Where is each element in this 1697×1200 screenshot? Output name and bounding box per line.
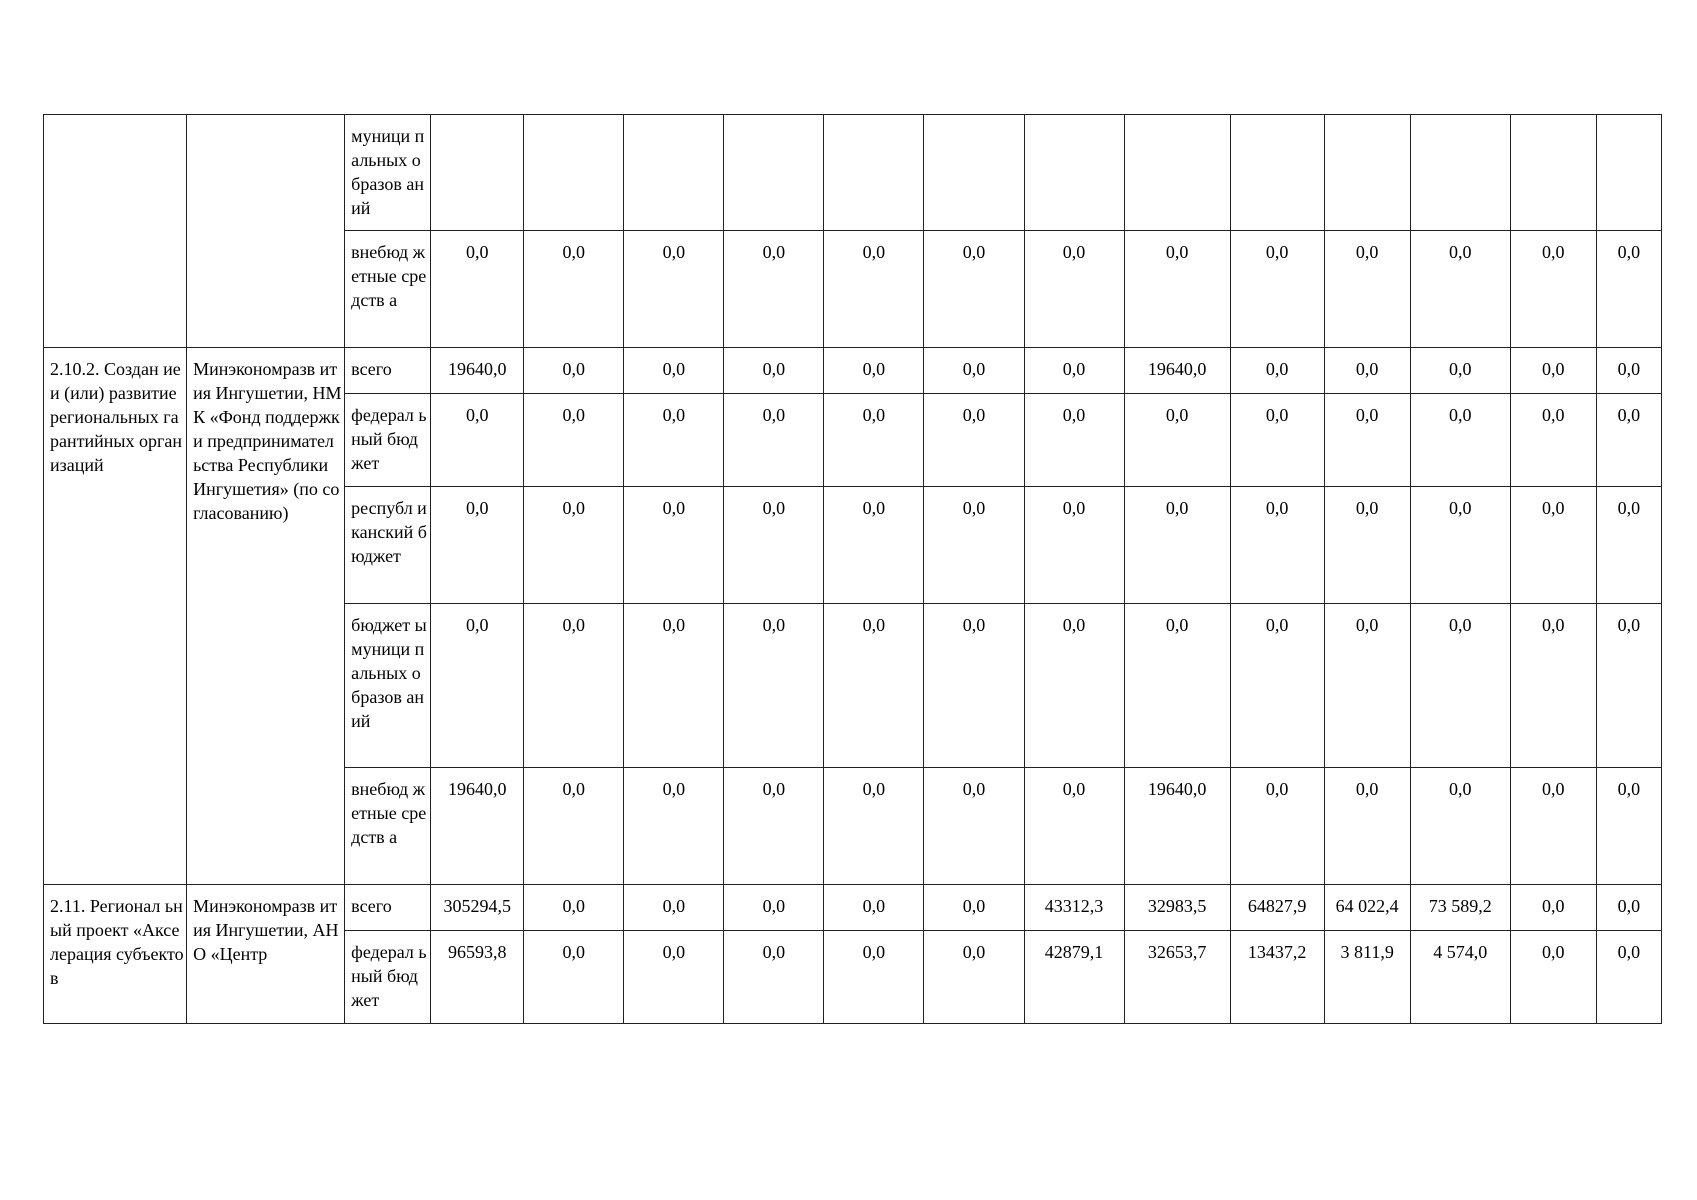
amount-cell: 0,0 (1230, 394, 1324, 487)
amount-cell: 0,0 (1596, 348, 1661, 394)
amount-cell: 0,0 (1024, 394, 1124, 487)
amount-cell: 0,0 (1510, 231, 1596, 348)
funding-source-cell: муници пальных образов аний (345, 115, 431, 231)
amount-cell: 19640,0 (1124, 348, 1230, 394)
activity-name-cell (44, 115, 187, 348)
amount-cell: 4 574,0 (1410, 931, 1510, 1024)
executor-cell: Минэкономразв ития Ингушетии, АНО «Центр (187, 885, 345, 1024)
amount-cell (1124, 115, 1230, 231)
amount-cell: 0,0 (1410, 348, 1510, 394)
amount-cell (724, 115, 824, 231)
amount-cell: 0,0 (624, 394, 724, 487)
amount-cell: 64 022,4 (1324, 885, 1410, 931)
amount-cell: 0,0 (924, 348, 1024, 394)
amount-cell: 0,0 (924, 231, 1024, 348)
amount-cell (824, 115, 924, 231)
amount-cell: 0,0 (431, 487, 524, 604)
amount-cell: 0,0 (824, 931, 924, 1024)
amount-cell: 0,0 (1324, 394, 1410, 487)
amount-cell: 0,0 (1410, 487, 1510, 604)
amount-cell: 0,0 (1024, 231, 1124, 348)
amount-cell: 42879,1 (1024, 931, 1124, 1024)
amount-cell: 0,0 (724, 768, 824, 885)
amount-cell: 0,0 (1510, 768, 1596, 885)
amount-cell: 0,0 (1596, 487, 1661, 604)
amount-cell: 0,0 (1230, 348, 1324, 394)
amount-cell: 0,0 (431, 231, 524, 348)
amount-cell: 19640,0 (431, 348, 524, 394)
activity-name-cell: 2.10.2. Создан ие и (или) развитие региональных гарантийных организаций (44, 348, 187, 885)
amount-cell: 0,0 (724, 931, 824, 1024)
amount-cell: 0,0 (824, 348, 924, 394)
amount-cell: 0,0 (1324, 604, 1410, 768)
amount-cell (624, 115, 724, 231)
amount-cell: 0,0 (524, 348, 624, 394)
amount-cell (1230, 115, 1324, 231)
amount-cell: 0,0 (524, 885, 624, 931)
amount-cell: 0,0 (624, 487, 724, 604)
amount-cell: 0,0 (824, 487, 924, 604)
amount-cell: 0,0 (1124, 231, 1230, 348)
executor-cell (187, 115, 345, 348)
amount-cell: 0,0 (1410, 768, 1510, 885)
amount-cell (1024, 115, 1124, 231)
amount-cell: 0,0 (1230, 231, 1324, 348)
amount-cell (1410, 115, 1510, 231)
amount-cell: 32983,5 (1124, 885, 1230, 931)
amount-cell: 0,0 (1124, 487, 1230, 604)
amount-cell: 0,0 (1596, 231, 1661, 348)
amount-cell: 0,0 (624, 885, 724, 931)
amount-cell: 0,0 (1230, 487, 1324, 604)
amount-cell: 0,0 (724, 487, 824, 604)
amount-cell: 0,0 (1510, 348, 1596, 394)
amount-cell: 0,0 (724, 231, 824, 348)
amount-cell (1596, 115, 1661, 231)
table-row (44, 885, 1662, 931)
amount-cell: 0,0 (1410, 394, 1510, 487)
amount-cell: 0,0 (824, 768, 924, 885)
amount-cell: 0,0 (624, 931, 724, 1024)
funding-source-cell: республ иканский бюджет (345, 487, 431, 604)
table-row (44, 348, 1662, 394)
amount-cell: 0,0 (1596, 394, 1661, 487)
amount-cell: 19640,0 (1124, 768, 1230, 885)
amount-cell (524, 115, 624, 231)
amount-cell: 0,0 (824, 885, 924, 931)
amount-cell: 0,0 (924, 487, 1024, 604)
amount-cell: 0,0 (1596, 931, 1661, 1024)
amount-cell: 0,0 (924, 768, 1024, 885)
amount-cell: 0,0 (1024, 604, 1124, 768)
amount-cell: 0,0 (624, 348, 724, 394)
amount-cell: 0,0 (924, 931, 1024, 1024)
amount-cell: 0,0 (1596, 604, 1661, 768)
funding-source-cell: внебюд жетные средств а (345, 768, 431, 885)
amount-cell: 0,0 (1410, 231, 1510, 348)
amount-cell (1510, 115, 1596, 231)
amount-cell: 0,0 (824, 394, 924, 487)
activity-name-cell: 2.11. Регионал ьный проект «Акселерация субъектов (44, 885, 187, 1024)
amount-cell: 0,0 (524, 394, 624, 487)
amount-cell: 0,0 (1124, 604, 1230, 768)
amount-cell: 0,0 (1510, 885, 1596, 931)
amount-cell: 0,0 (431, 394, 524, 487)
amount-cell: 96593,8 (431, 931, 524, 1024)
funding-source-cell: всего (345, 885, 431, 931)
executor-cell: Минэкономразв ития Ингушетии, НМК «Фонд поддержки предпринимател ьства Республики Ингушетия» (по согласованию) (187, 348, 345, 885)
amount-cell: 0,0 (1230, 768, 1324, 885)
amount-cell: 0,0 (524, 768, 624, 885)
amount-cell: 0,0 (1324, 231, 1410, 348)
budget-table (43, 114, 1662, 1024)
amount-cell (1324, 115, 1410, 231)
amount-cell: 0,0 (1510, 931, 1596, 1024)
funding-source-cell: федерал ьный бюджет (345, 931, 431, 1024)
amount-cell: 0,0 (524, 931, 624, 1024)
amount-cell: 0,0 (524, 604, 624, 768)
amount-cell (924, 115, 1024, 231)
amount-cell: 19640,0 (431, 768, 524, 885)
funding-source-cell: внебюд жетные средств а (345, 231, 431, 348)
amount-cell: 0,0 (1510, 394, 1596, 487)
amount-cell: 0,0 (1324, 487, 1410, 604)
amount-cell: 0,0 (724, 394, 824, 487)
amount-cell: 0,0 (1596, 768, 1661, 885)
amount-cell: 0,0 (724, 604, 824, 768)
amount-cell: 0,0 (1024, 768, 1124, 885)
amount-cell: 0,0 (824, 231, 924, 348)
amount-cell: 0,0 (624, 604, 724, 768)
amount-cell: 0,0 (1324, 768, 1410, 885)
amount-cell: 0,0 (924, 885, 1024, 931)
amount-cell (431, 115, 524, 231)
amount-cell: 0,0 (524, 231, 624, 348)
amount-cell: 0,0 (924, 604, 1024, 768)
amount-cell: 0,0 (1024, 487, 1124, 604)
amount-cell: 3 811,9 (1324, 931, 1410, 1024)
amount-cell: 0,0 (724, 885, 824, 931)
amount-cell: 0,0 (724, 348, 824, 394)
amount-cell: 73 589,2 (1410, 885, 1510, 931)
funding-source-cell: бюджет ы муници пальных образов аний (345, 604, 431, 768)
amount-cell: 0,0 (524, 487, 624, 604)
amount-cell: 43312,3 (1024, 885, 1124, 931)
amount-cell: 0,0 (431, 604, 524, 768)
amount-cell: 0,0 (1510, 487, 1596, 604)
amount-cell: 0,0 (1024, 348, 1124, 394)
amount-cell: 0,0 (624, 231, 724, 348)
amount-cell: 0,0 (1410, 604, 1510, 768)
amount-cell: 305294,5 (431, 885, 524, 931)
amount-cell: 64827,9 (1230, 885, 1324, 931)
amount-cell: 0,0 (1230, 604, 1324, 768)
amount-cell: 0,0 (824, 604, 924, 768)
amount-cell: 0,0 (624, 768, 724, 885)
amount-cell: 0,0 (1124, 394, 1230, 487)
funding-source-cell: всего (345, 348, 431, 394)
amount-cell: 0,0 (1324, 348, 1410, 394)
amount-cell: 13437,2 (1230, 931, 1324, 1024)
amount-cell: 0,0 (1510, 604, 1596, 768)
funding-source-cell: федерал ьный бюджет (345, 394, 431, 487)
table-row (44, 115, 1662, 231)
amount-cell: 0,0 (1596, 885, 1661, 931)
amount-cell: 32653,7 (1124, 931, 1230, 1024)
amount-cell: 0,0 (924, 394, 1024, 487)
